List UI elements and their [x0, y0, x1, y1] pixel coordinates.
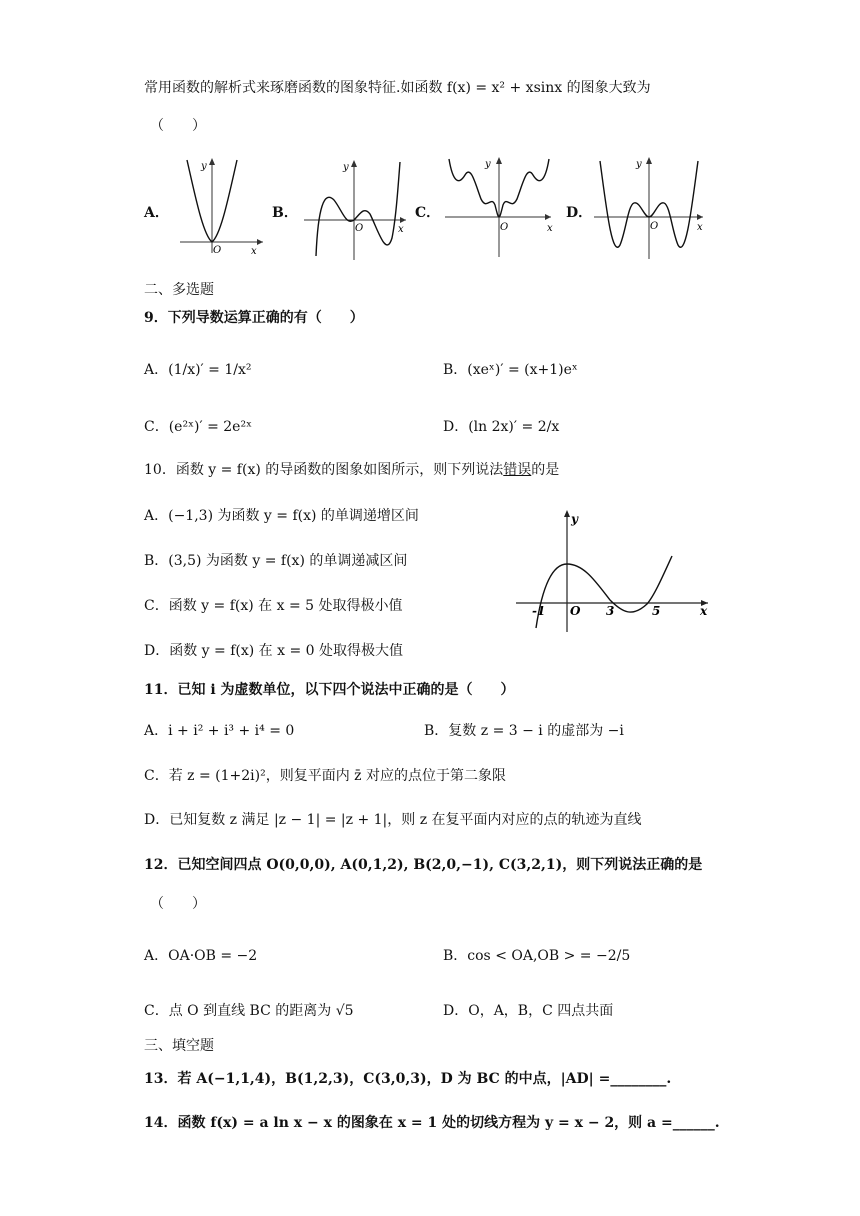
q11-option-c: C．若 z = (1+2i)²，则复平面内 z̄ 对应的点位于第二象限: [144, 768, 507, 784]
q9-stem: 9．下列导数运算正确的有（ ）: [144, 310, 364, 326]
q10-option-c: C．函数 y = f(x) 在 x = 5 处取得极小值: [144, 598, 403, 614]
q8-graph-a-xlabel: x: [251, 246, 257, 255]
q12-option-b: B．cos < OA,OB > = −2/5: [443, 948, 631, 964]
q8-graph-b-origin: O: [355, 223, 364, 234]
q8-graph-c: [443, 155, 555, 260]
q9-option-c: C．(e²ˣ)′ = 2e²ˣ: [144, 419, 253, 435]
q8-graph-a: [175, 155, 265, 255]
q8-stem: 常用函数的解析式来琢磨函数的图象特征.如函数 f(x) = x² + xsinx 的图象大致为: [144, 80, 651, 96]
section-3-heading: 三、填空题: [144, 1038, 214, 1054]
q11-stem: 11．已知 i 为虚数单位，以下四个说法中正确的是（ ）: [144, 682, 515, 698]
q10-graph-tick-5: 5: [652, 604, 661, 618]
q13-stem: 13．若 A(−1,1,4)，B(1,2,3)，C(3,0,3)，D 为 BC 的中点，|AD| =________.: [144, 1071, 672, 1087]
q9-option-d: D．(ln 2x)′ = 2/x: [443, 419, 560, 435]
q12-option-d: D．O，A，B，C 四点共面: [443, 1003, 614, 1019]
q10-option-a: A．(−1,3) 为函数 y = f(x) 的单调递增区间: [144, 508, 419, 524]
q10-stem-end: 的是: [531, 462, 560, 478]
q8-graph-a-origin: O: [213, 245, 222, 255]
q10-graph-tick-3: 3: [606, 604, 615, 618]
q10-derivative-graph: [512, 508, 712, 634]
q8-graph-d-origin: O: [650, 221, 659, 232]
q10-option-d: D．函数 y = f(x) 在 x = 0 处取得极大值: [144, 643, 403, 659]
q8-option-a: A．: [144, 205, 169, 221]
q8-graph-b: [302, 158, 410, 263]
q8-graph-d: [592, 155, 707, 263]
q11-option-d: D．已知复数 z 满足 |z − 1| = |z + 1|，则 z 在复平面内对应的点的轨迹为直线: [144, 812, 642, 828]
q14-stem: 14．函数 f(x) = a ln x − x 的图象在 x = 1 处的切线方程为 y = x − 2，则 a =______.: [144, 1115, 720, 1131]
q10-graph-xlabel: x: [700, 604, 708, 618]
q8-graph-c-ylabel: y: [485, 159, 491, 170]
q10-graph-tick-neg1: -1: [532, 604, 546, 618]
q11-option-a: A．i + i² + i³ + i⁴ = 0: [144, 723, 295, 739]
q10-stem: [144, 460, 559, 480]
q10-graph-ylabel: y: [571, 512, 578, 526]
q12-paren: （ ）: [150, 896, 206, 912]
q8-option-d: D．: [566, 205, 593, 221]
q12-stem: 12．已知空间四点 O(0,0,0), A(0,1,2), B(2,0,−1), C(3,2,1)，则下列说法正确的是: [144, 857, 703, 873]
q12-option-c: C．点 O 到直线 BC 的距离为 √5: [144, 1003, 354, 1019]
q9-option-b: B．(xeˣ)′ = (x+1)eˣ: [443, 362, 578, 378]
q8-graph-d-xlabel: x: [697, 222, 703, 233]
q8-graph-b-xlabel: x: [398, 224, 404, 235]
q12-option-a: A．OA·OB = −2: [144, 948, 258, 964]
q8-option-b: B．: [272, 205, 298, 221]
q8-graph-b-ylabel: y: [343, 162, 349, 173]
q11-option-b: B．复数 z = 3 − i 的虚部为 −i: [424, 723, 624, 739]
q10-option-b: B．(3,5) 为函数 y = f(x) 的单调递减区间: [144, 553, 408, 569]
section-2-heading: 二、多选题: [144, 282, 214, 298]
q8-option-c: C．: [415, 205, 441, 221]
q8-graph-a-ylabel: y: [201, 161, 207, 172]
q8-graph-d-ylabel: y: [636, 159, 642, 170]
q10-graph-origin: O: [570, 604, 581, 618]
q8-graph-c-origin: O: [500, 222, 509, 233]
q8-graph-c-xlabel: x: [547, 223, 553, 234]
q10-stem-main: 10．函数 y = f(x) 的导函数的图象如图所示，则下列说法: [144, 462, 504, 478]
q8-paren: （ ）: [150, 118, 206, 134]
q10-stem-underlined: 错误: [503, 462, 532, 478]
q9-option-a: A．(1/x)′ = 1/x²: [144, 362, 252, 378]
